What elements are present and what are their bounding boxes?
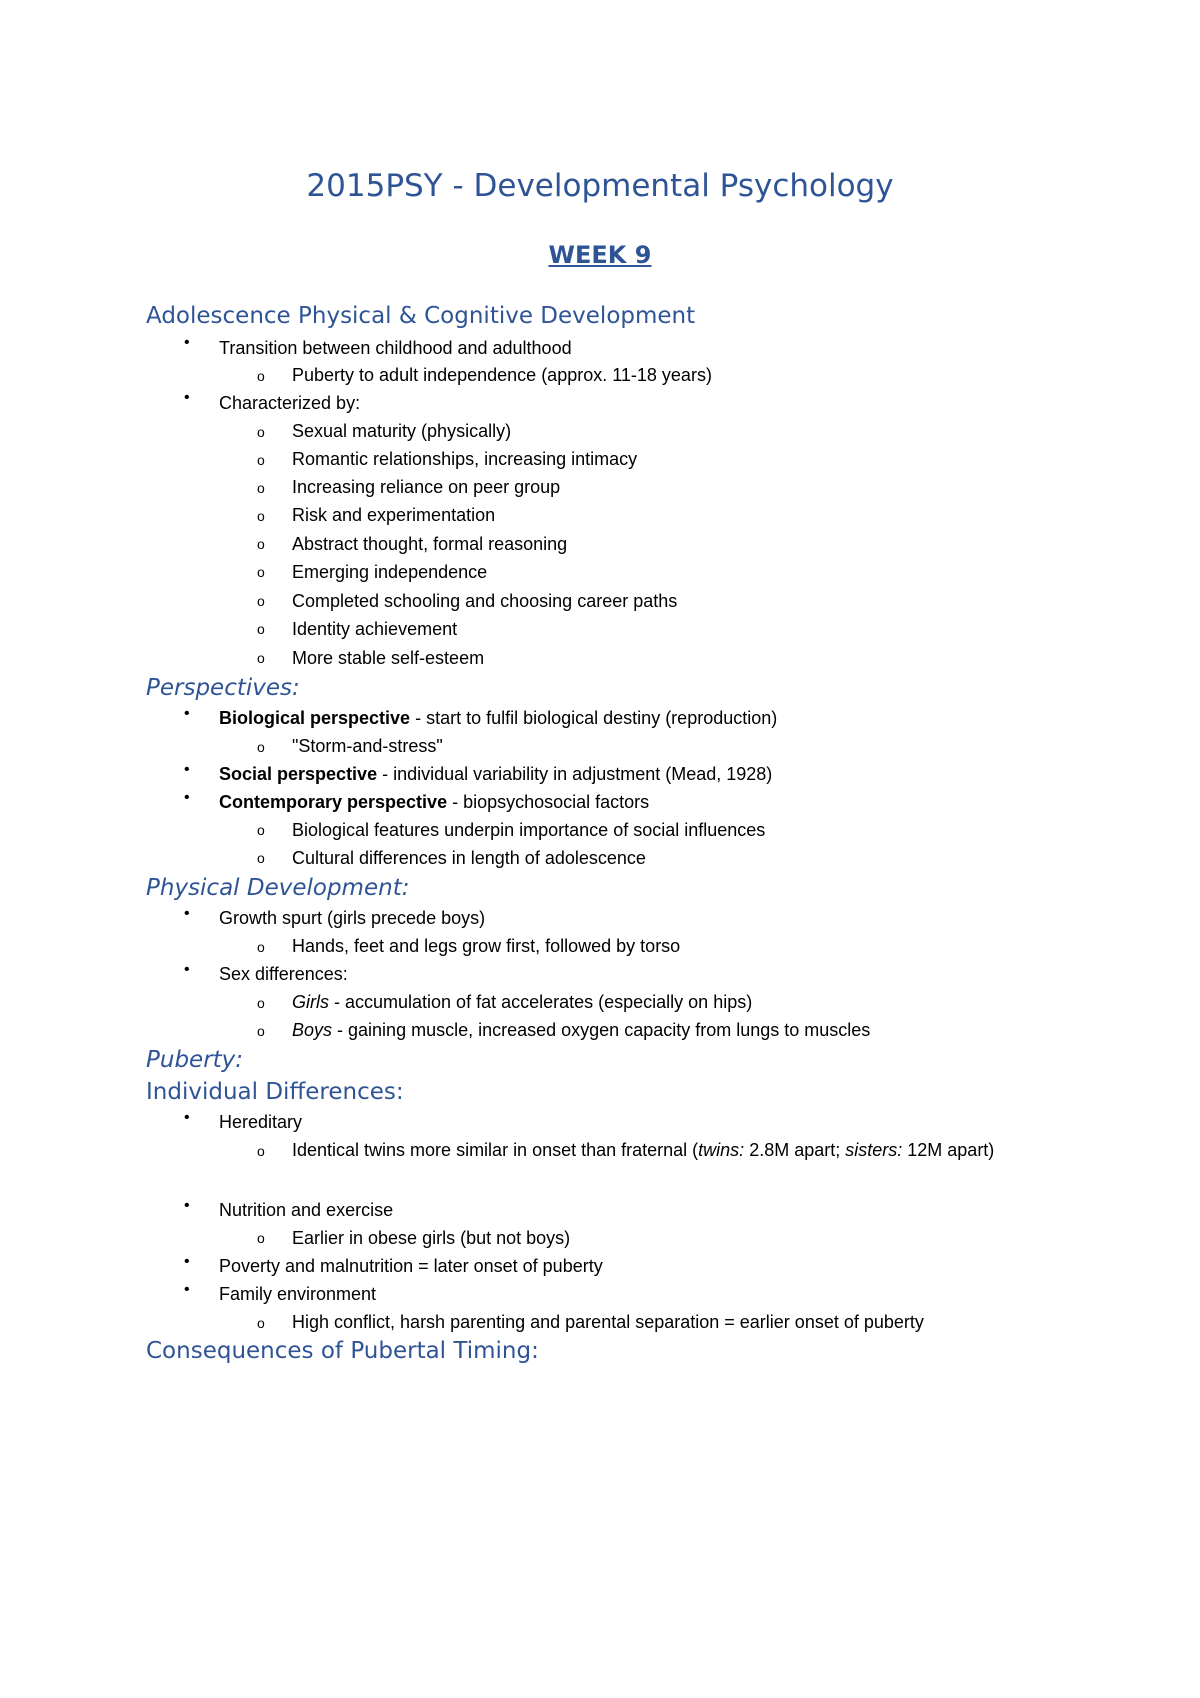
- list-item: [292, 990, 752, 1014]
- list-item: Sex differences:: [219, 964, 348, 984]
- bullet-icon: •: [184, 1253, 190, 1270]
- term: Biological perspective: [219, 708, 411, 728]
- bullet-icon: •: [184, 761, 190, 778]
- section-heading-physical: Physical Development:: [146, 875, 410, 901]
- text-run: 12M apart): [902, 1140, 995, 1160]
- section-heading-consequences: Consequences of Pubertal Timing:: [146, 1338, 539, 1364]
- circle-bullet-icon: o: [257, 1230, 265, 1246]
- list-item: Nutrition and exercise: [219, 1200, 394, 1220]
- list-item: High conflict, harsh parenting and parental separation = earlier onset of puberty: [292, 1312, 924, 1332]
- bullet-icon: •: [184, 334, 190, 351]
- list-item: Abstract thought, formal reasoning: [292, 534, 568, 554]
- list-item: Characterized by:: [219, 393, 361, 413]
- list-item: [219, 762, 772, 786]
- circle-bullet-icon: o: [257, 593, 265, 609]
- list-item: Hands, feet and legs grow first, followed by torso: [292, 936, 681, 956]
- list-item: [292, 1018, 870, 1042]
- circle-bullet-icon: o: [257, 508, 265, 524]
- circle-bullet-icon: o: [257, 1143, 265, 1159]
- subheading-individual-differences: Individual Differences:: [146, 1079, 404, 1105]
- term: sisters:: [845, 1140, 903, 1160]
- week-heading: WEEK 9: [548, 241, 652, 269]
- term: Girls: [292, 992, 329, 1012]
- circle-bullet-icon: o: [257, 452, 265, 468]
- list-item: Poverty and malnutrition = later onset of puberty: [219, 1256, 603, 1276]
- bullet-icon: •: [184, 789, 190, 806]
- definition: - gaining muscle, increased oxygen capacity from lungs to muscles: [332, 1020, 871, 1040]
- definition: - biopsychosocial factors: [447, 792, 650, 812]
- section-heading-adolescence: Adolescence Physical & Cognitive Development: [146, 303, 696, 329]
- list-item: Earlier in obese girls (but not boys): [292, 1228, 571, 1248]
- bullet-icon: •: [184, 1281, 190, 1298]
- list-item: Sexual maturity (physically): [292, 421, 512, 441]
- list-item: More stable self-esteem: [292, 648, 485, 668]
- bullet-icon: •: [184, 705, 190, 722]
- bullet-icon: •: [184, 1197, 190, 1214]
- list-item: [219, 706, 777, 730]
- bullet-icon: •: [184, 905, 190, 922]
- list-item: Puberty to adult independence (approx. 11-18 years): [292, 365, 712, 385]
- definition: - individual variability in adjustment (Mead, 1928): [377, 764, 773, 784]
- list-item: Biological features underpin importance of social influences: [292, 820, 766, 840]
- list-item: Cultural differences in length of adolescence: [292, 848, 646, 868]
- list-item: Growth spurt (girls precede boys): [219, 908, 486, 928]
- bullet-icon: •: [184, 961, 190, 978]
- list-item: "Storm-and-stress": [292, 736, 443, 756]
- text-run: 2.8M apart;: [744, 1140, 846, 1160]
- circle-bullet-icon: o: [257, 424, 265, 440]
- term: Contemporary perspective: [219, 792, 448, 812]
- bullet-icon: •: [184, 1109, 190, 1126]
- term: Boys: [292, 1020, 333, 1040]
- list-item: [292, 1138, 1052, 1162]
- circle-bullet-icon: o: [257, 536, 265, 552]
- definition: - accumulation of fat accelerates (especially on hips): [329, 992, 753, 1012]
- document-title: 2015PSY - Developmental Psychology: [306, 168, 894, 204]
- circle-bullet-icon: o: [257, 1315, 265, 1331]
- circle-bullet-icon: o: [257, 650, 265, 666]
- text-run: Identical twins more similar in onset than fraternal (: [292, 1140, 699, 1160]
- list-item: Transition between childhood and adulthood: [219, 338, 572, 358]
- circle-bullet-icon: o: [257, 739, 265, 755]
- list-item: Completed schooling and choosing career paths: [292, 591, 678, 611]
- list-item: [219, 790, 649, 814]
- list-item: Emerging independence: [292, 562, 488, 582]
- list-item: Increasing reliance on peer group: [292, 477, 561, 497]
- circle-bullet-icon: o: [257, 850, 265, 866]
- bullet-icon: •: [184, 389, 190, 406]
- list-item: Identity achievement: [292, 619, 458, 639]
- circle-bullet-icon: o: [257, 939, 265, 955]
- section-heading-perspectives: Perspectives:: [146, 675, 300, 701]
- circle-bullet-icon: o: [257, 564, 265, 580]
- circle-bullet-icon: o: [257, 995, 265, 1011]
- list-item: Hereditary: [219, 1112, 303, 1132]
- circle-bullet-icon: o: [257, 1023, 265, 1039]
- definition: - start to fulfil biological destiny (reproduction): [410, 708, 778, 728]
- list-item: Romantic relationships, increasing intimacy: [292, 449, 638, 469]
- section-heading-puberty: Puberty:: [146, 1047, 244, 1073]
- term: Social perspective: [219, 764, 378, 784]
- list-item: Family environment: [219, 1284, 377, 1304]
- circle-bullet-icon: o: [257, 480, 265, 496]
- list-item: Risk and experimentation: [292, 505, 496, 525]
- circle-bullet-icon: o: [257, 368, 265, 384]
- circle-bullet-icon: o: [257, 621, 265, 637]
- term: twins:: [698, 1140, 745, 1160]
- circle-bullet-icon: o: [257, 822, 265, 838]
